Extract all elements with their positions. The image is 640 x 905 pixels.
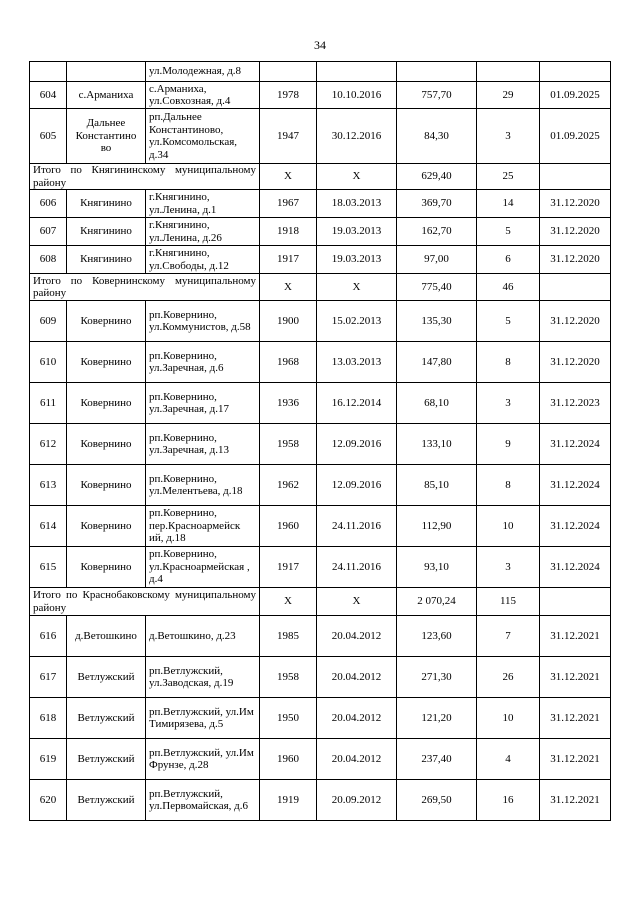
residents-count: 3: [477, 109, 540, 164]
settlement: Дальнее Константино во: [67, 109, 146, 164]
residents-count: 3: [477, 547, 540, 588]
build-year: 1962: [260, 465, 317, 506]
registry-body: [30, 62, 611, 821]
resettlement-deadline: 01.09.2025: [540, 82, 611, 109]
resettlement-deadline: 31.12.2024: [540, 424, 611, 465]
summary-x-mark: X: [260, 274, 317, 301]
recognition-date: 20.04.2012: [317, 698, 397, 739]
summary-x-mark: X: [317, 274, 397, 301]
resettlement-deadline: 31.12.2021: [540, 698, 611, 739]
row-number: 614: [30, 506, 67, 547]
residents-count: 16: [477, 780, 540, 821]
recognition-date: 12.09.2016: [317, 465, 397, 506]
settlement: Ковернино: [67, 465, 146, 506]
recognition-date: 13.03.2013: [317, 342, 397, 383]
recognition-date: 20.04.2012: [317, 739, 397, 780]
table-row: [30, 301, 611, 342]
resettlement-deadline: 01.09.2025: [540, 109, 611, 164]
address: рп.Ковернино, пер.Красноармейск ий, д.18: [146, 506, 260, 547]
summary-empty: [540, 588, 611, 616]
residents-count: 5: [477, 218, 540, 246]
row-number: 607: [30, 218, 67, 246]
address: рп.Ковернино, ул.Заречная, д.6: [146, 342, 260, 383]
row-number: 620: [30, 780, 67, 821]
build-year: 1950: [260, 698, 317, 739]
residents-count: 5: [477, 301, 540, 342]
settlement: Ковернино: [67, 342, 146, 383]
settlement: д.Ветошкино: [67, 616, 146, 657]
residents-count: 3: [477, 383, 540, 424]
resettlement-deadline: 31.12.2024: [540, 506, 611, 547]
build-year: [260, 62, 317, 82]
table-row: [30, 780, 611, 821]
row-number: 609: [30, 301, 67, 342]
table-row: [30, 109, 611, 164]
residents-count: 10: [477, 698, 540, 739]
page-number: 34: [314, 38, 326, 52]
row-number: 615: [30, 547, 67, 588]
row-number: 611: [30, 383, 67, 424]
build-year: 1917: [260, 246, 317, 274]
table-row: [30, 506, 611, 547]
table-row: [30, 465, 611, 506]
table-row: [30, 698, 611, 739]
resettlement-deadline: 31.12.2020: [540, 246, 611, 274]
resettlement-deadline: 31.12.2020: [540, 190, 611, 218]
residents-count: 14: [477, 190, 540, 218]
recognition-date: 19.03.2013: [317, 218, 397, 246]
resettlement-deadline: 31.12.2024: [540, 547, 611, 588]
residents-count: 29: [477, 82, 540, 109]
area: 162,70: [397, 218, 477, 246]
summary-row: [30, 274, 611, 301]
table-row: [30, 82, 611, 109]
residents-count: 6: [477, 246, 540, 274]
settlement: Княгинино: [67, 246, 146, 274]
residents-count: 9: [477, 424, 540, 465]
resettlement-deadline: 31.12.2021: [540, 739, 611, 780]
row-number: [30, 62, 67, 82]
address: рп.Ковернино, ул.Красноармейская , д.4: [146, 547, 260, 588]
residents-count: 4: [477, 739, 540, 780]
recognition-date: 19.03.2013: [317, 246, 397, 274]
area: 121,20: [397, 698, 477, 739]
summary-area: 775,40: [397, 274, 477, 301]
resettlement-deadline: 31.12.2021: [540, 780, 611, 821]
area: 85,10: [397, 465, 477, 506]
recognition-date: 18.03.2013: [317, 190, 397, 218]
table-row: [30, 383, 611, 424]
resettlement-deadline: 31.12.2023: [540, 383, 611, 424]
settlement: Ковернино: [67, 301, 146, 342]
address: рп.Ковернино, ул.Коммунистов, д.58: [146, 301, 260, 342]
resettlement-deadline: 31.12.2020: [540, 301, 611, 342]
recognition-date: 24.11.2016: [317, 547, 397, 588]
recognition-date: 20.09.2012: [317, 780, 397, 821]
area: 93,10: [397, 547, 477, 588]
address: д.Ветошкино, д.23: [146, 616, 260, 657]
resettlement-deadline: 31.12.2020: [540, 342, 611, 383]
address: рп.Ковернино, ул.Мелентьева, д.18: [146, 465, 260, 506]
settlement: Княгинино: [67, 190, 146, 218]
residents-count: 10: [477, 506, 540, 547]
recognition-date: [317, 62, 397, 82]
summary-row: [30, 164, 611, 190]
table-row: [30, 62, 611, 82]
area: 147,80: [397, 342, 477, 383]
resettlement-deadline: 31.12.2020: [540, 218, 611, 246]
area: 269,50: [397, 780, 477, 821]
summary-empty: [540, 274, 611, 301]
settlement: Ковернино: [67, 383, 146, 424]
table-row: [30, 342, 611, 383]
row-number: 613: [30, 465, 67, 506]
summary-label: Итого по Княгининскому муниципальному району: [30, 164, 260, 190]
build-year: 1919: [260, 780, 317, 821]
build-year: 1960: [260, 739, 317, 780]
table-row: [30, 547, 611, 588]
build-year: 1978: [260, 82, 317, 109]
row-number: 618: [30, 698, 67, 739]
summary-x-mark: X: [317, 164, 397, 190]
row-number: 605: [30, 109, 67, 164]
settlement: Княгинино: [67, 218, 146, 246]
settlement: Ветлужский: [67, 657, 146, 698]
row-number: 612: [30, 424, 67, 465]
settlement: Ковернино: [67, 424, 146, 465]
recognition-date: 30.12.2016: [317, 109, 397, 164]
summary-row: [30, 588, 611, 616]
table-row: [30, 190, 611, 218]
build-year: 1968: [260, 342, 317, 383]
address: рп.Ковернино, ул.Заречная, д.17: [146, 383, 260, 424]
recognition-date: 15.02.2013: [317, 301, 397, 342]
table-row: [30, 739, 611, 780]
settlement: Ковернино: [67, 547, 146, 588]
summary-x-mark: X: [260, 588, 317, 616]
table-row: [30, 246, 611, 274]
build-year: 1960: [260, 506, 317, 547]
build-year: 1900: [260, 301, 317, 342]
area: 369,70: [397, 190, 477, 218]
area: [397, 62, 477, 82]
build-year: 1958: [260, 657, 317, 698]
address: с.Арманиха, ул.Совхозная, д.4: [146, 82, 260, 109]
resettlement-deadline: 31.12.2021: [540, 657, 611, 698]
area: 757,70: [397, 82, 477, 109]
settlement: с.Арманиха: [67, 82, 146, 109]
resettlement-deadline: [540, 62, 611, 82]
row-number: 606: [30, 190, 67, 218]
address: г.Княгинино, ул.Свободы, д.12: [146, 246, 260, 274]
summary-x-mark: X: [260, 164, 317, 190]
resettlement-deadline: 31.12.2024: [540, 465, 611, 506]
row-number: 617: [30, 657, 67, 698]
summary-label: Итого по Ковернинскому муниципальному району: [30, 274, 260, 301]
settlement: Ветлужский: [67, 698, 146, 739]
build-year: 1947: [260, 109, 317, 164]
housing-registry-table: [29, 61, 611, 821]
address: г.Княгинино, ул.Ленина, д.26: [146, 218, 260, 246]
area: 112,90: [397, 506, 477, 547]
area: 237,40: [397, 739, 477, 780]
summary-people: 115: [477, 588, 540, 616]
summary-empty: [540, 164, 611, 190]
summary-people: 25: [477, 164, 540, 190]
recognition-date: 20.04.2012: [317, 657, 397, 698]
build-year: 1985: [260, 616, 317, 657]
build-year: 1958: [260, 424, 317, 465]
summary-area: 2 070,24: [397, 588, 477, 616]
recognition-date: 20.04.2012: [317, 616, 397, 657]
summary-area: 629,40: [397, 164, 477, 190]
build-year: 1936: [260, 383, 317, 424]
residents-count: 7: [477, 616, 540, 657]
address: рп.Дальнее Константиново, ул.Комсомольская, д.34: [146, 109, 260, 164]
address: г.Княгинино, ул.Ленина, д.1: [146, 190, 260, 218]
address: рп.Ветлужский, ул.Заводская, д.19: [146, 657, 260, 698]
summary-x-mark: X: [317, 588, 397, 616]
area: 271,30: [397, 657, 477, 698]
table-row: [30, 424, 611, 465]
row-number: 619: [30, 739, 67, 780]
row-number: 608: [30, 246, 67, 274]
recognition-date: 16.12.2014: [317, 383, 397, 424]
summary-label: Итого по Краснобаковскому муниципальному району: [30, 588, 260, 616]
recognition-date: 24.11.2016: [317, 506, 397, 547]
area: 135,30: [397, 301, 477, 342]
residents-count: 8: [477, 465, 540, 506]
summary-people: 46: [477, 274, 540, 301]
area: 123,60: [397, 616, 477, 657]
address: ул.Молодежная, д.8: [146, 62, 260, 82]
build-year: 1967: [260, 190, 317, 218]
area: 68,10: [397, 383, 477, 424]
area: 84,30: [397, 109, 477, 164]
address: рп.Ковернино, ул.Заречная, д.13: [146, 424, 260, 465]
residents-count: 26: [477, 657, 540, 698]
resettlement-deadline: 31.12.2021: [540, 616, 611, 657]
row-number: 616: [30, 616, 67, 657]
settlement: Ветлужский: [67, 780, 146, 821]
address: рп.Ветлужский, ул.Первомайская, д.6: [146, 780, 260, 821]
residents-count: [477, 62, 540, 82]
address: рп.Ветлужский, ул.Им Фрунзе, д.28: [146, 739, 260, 780]
recognition-date: 12.09.2016: [317, 424, 397, 465]
table-row: [30, 616, 611, 657]
row-number: 604: [30, 82, 67, 109]
row-number: 610: [30, 342, 67, 383]
settlement: [67, 62, 146, 82]
settlement: Ковернино: [67, 506, 146, 547]
table-row: [30, 218, 611, 246]
build-year: 1917: [260, 547, 317, 588]
address: рп.Ветлужский, ул.Им Тимирязева, д.5: [146, 698, 260, 739]
recognition-date: 10.10.2016: [317, 82, 397, 109]
build-year: 1918: [260, 218, 317, 246]
settlement: Ветлужский: [67, 739, 146, 780]
area: 133,10: [397, 424, 477, 465]
area: 97,00: [397, 246, 477, 274]
residents-count: 8: [477, 342, 540, 383]
table-row: [30, 657, 611, 698]
